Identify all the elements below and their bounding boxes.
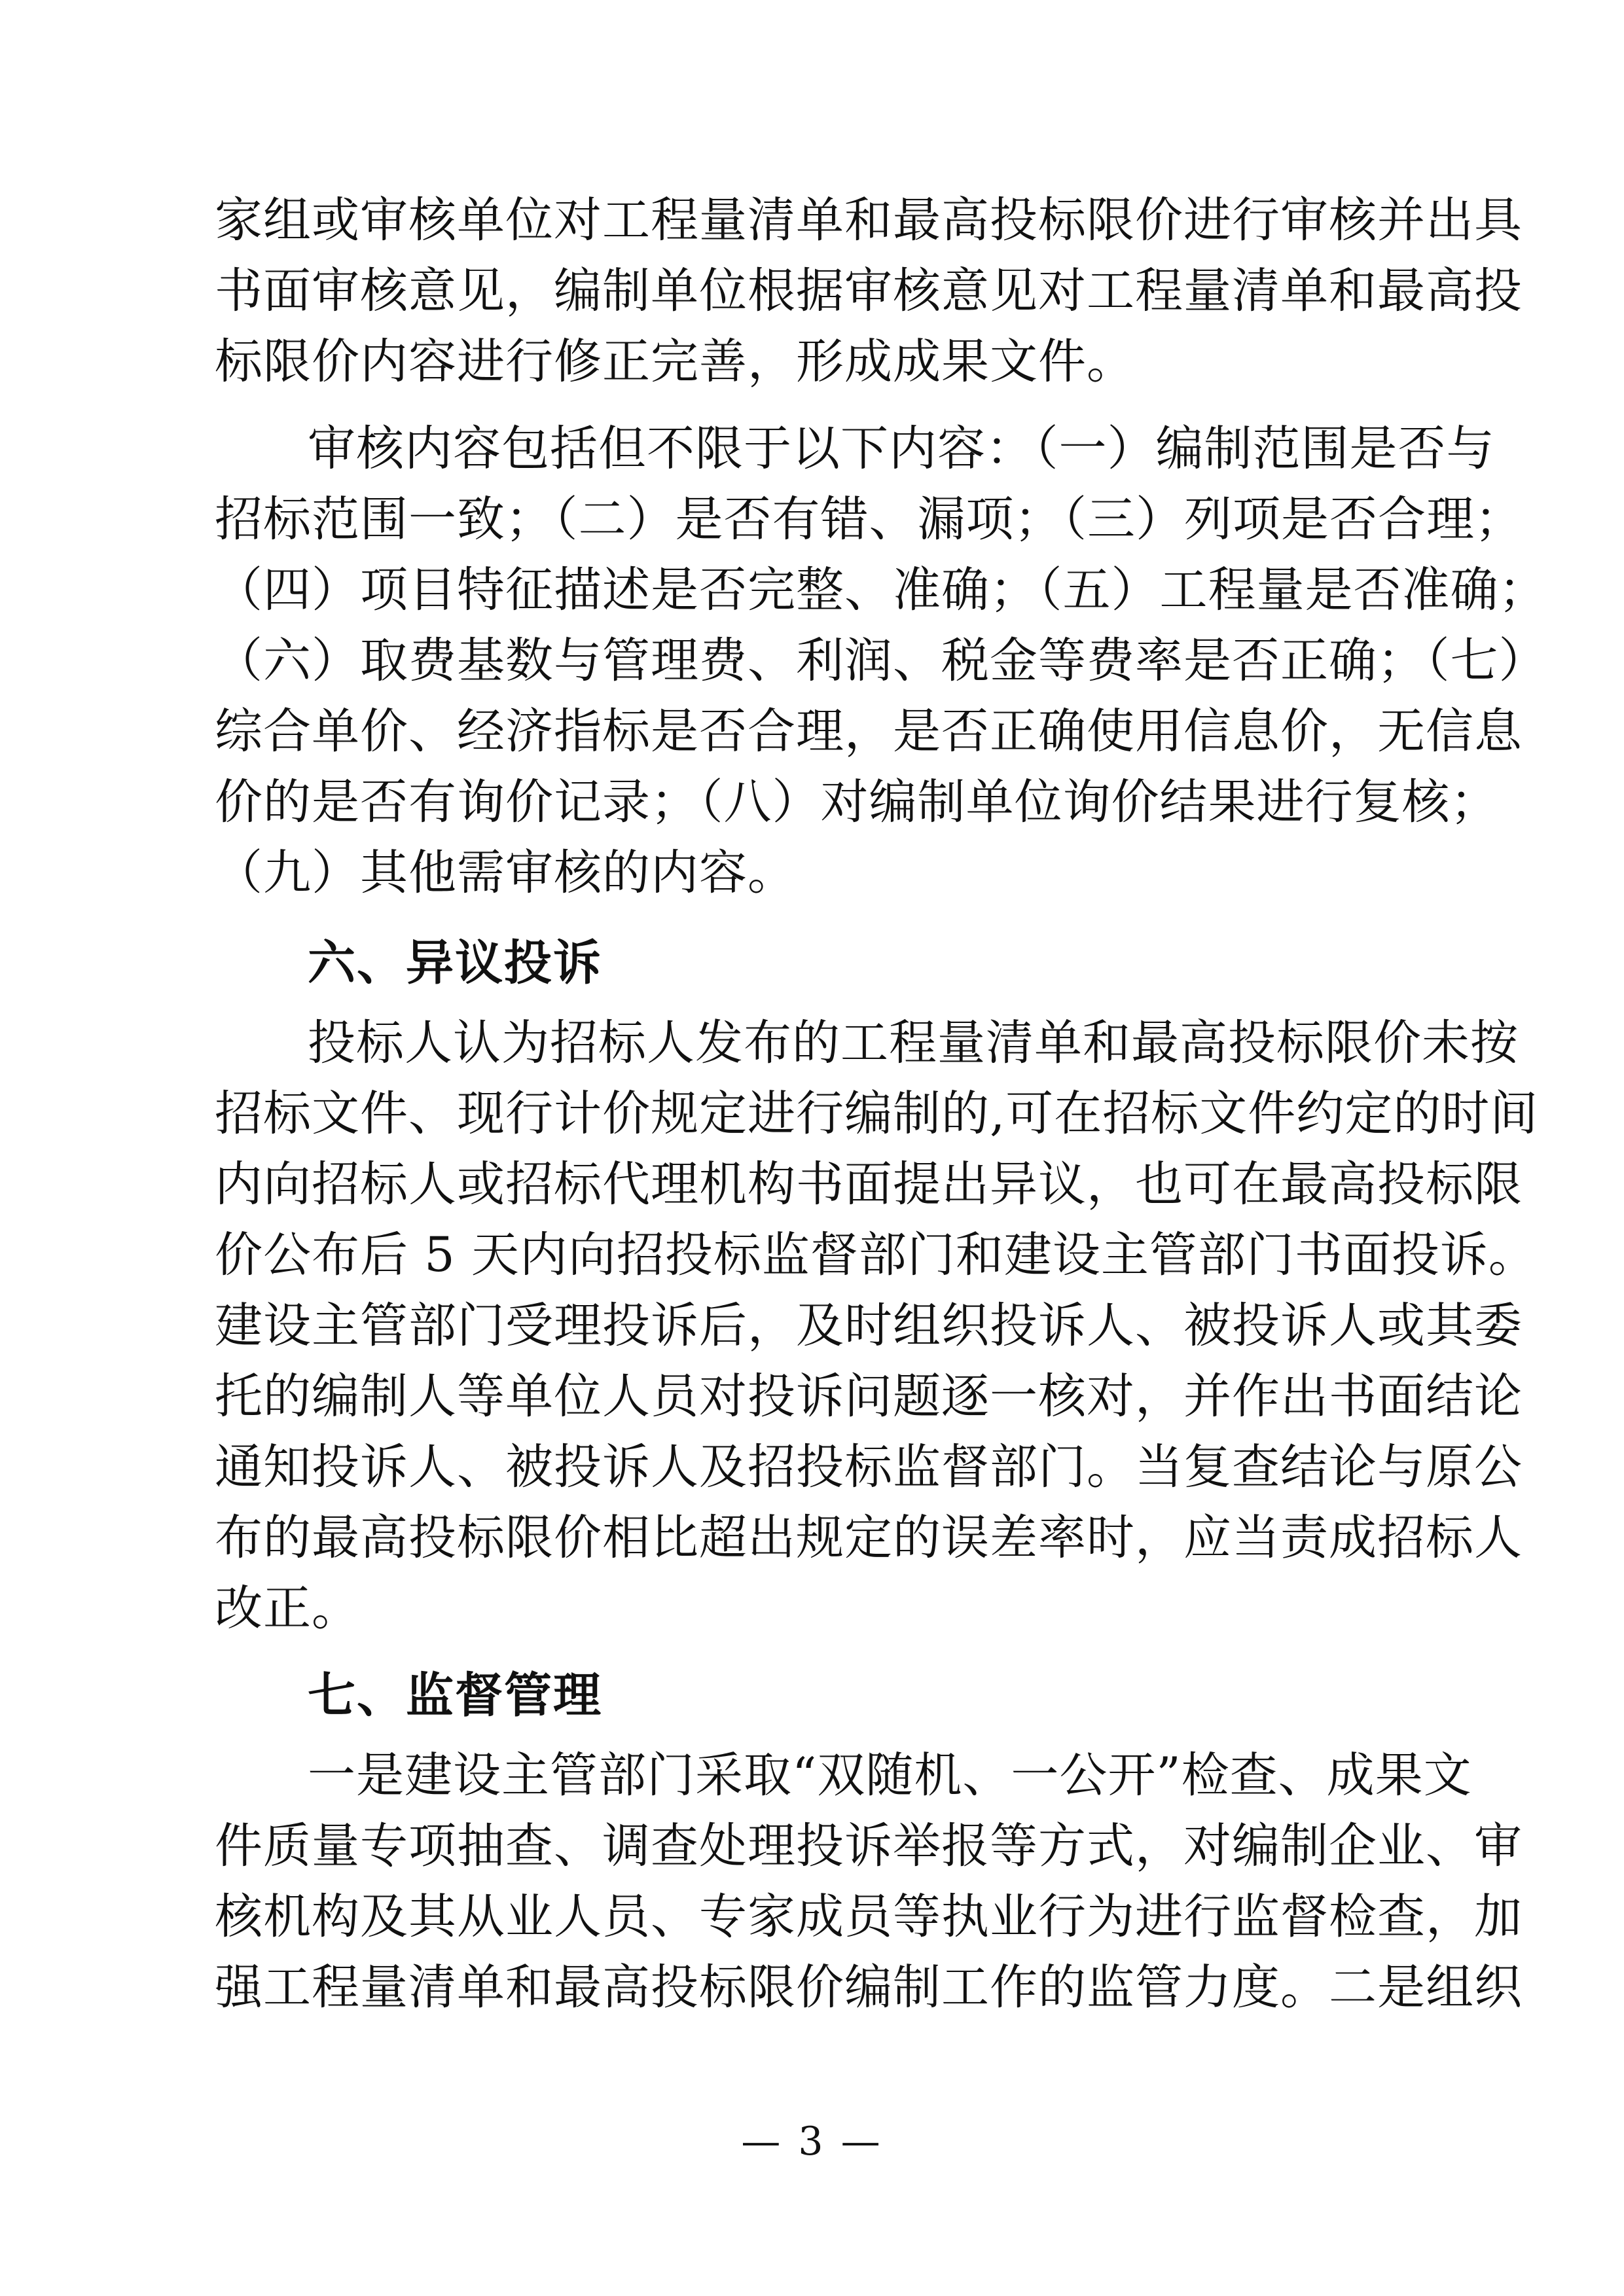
paragraph-line: 投标人认为招标人发布的工程量清单和最高投标限价未按 [308, 1015, 1519, 1071]
paragraph-line: 家组或审核单位对工程量清单和最高投标限价进行审核并出具 [215, 192, 1523, 248]
paragraph-line: 建设主管部门受理投诉后，及时组织投诉人、被投诉人或其委 [215, 1298, 1523, 1354]
paragraph-line: （四）项目特征描述是否完整、准确；（五）工程量是否准确； [215, 562, 1547, 618]
paragraph-line: 综合单价、经济指标是否合理，是否正确使用信息价，无信息 [215, 704, 1523, 759]
paragraph-line: 通知投诉人、被投诉人及招投标监督部门。当复查结论与原公 [215, 1439, 1523, 1495]
paragraph-line: 托的编制人等单位人员对投诉问题逐一核对，并作出书面结论 [215, 1369, 1523, 1424]
paragraph-line: 强工程量清单和最高投标限价编制工作的监管力度。二是组织 [215, 1960, 1523, 2015]
paragraph-line: 布的最高投标限价相比超出规定的误差率时，应当责成招标人 [215, 1510, 1523, 1566]
paragraph-line: 书面审核意见，编制单位根据审核意见对工程量清单和最高投 [215, 263, 1523, 319]
paragraph-line: 招标文件、现行计价规定进行编制的,可在招标文件约定的时间 [215, 1086, 1539, 1141]
paragraph-line: （六）取费基数与管理费、利润、税金等费率是否正确；（七） [215, 633, 1547, 689]
section-heading: 六、异议投诉 [308, 935, 602, 991]
paragraph-line: 一是建设主管部门采取“双随机、一公开”检查、成果文 [308, 1748, 1472, 1803]
paragraph-line: 价的是否有询价记录；（八）对编制单位询价结果进行复核； [215, 774, 1499, 830]
paragraph-line: 审核内容包括但不限于以下内容：（一）编制范围是否与 [308, 421, 1495, 476]
paragraph-line: 件质量专项抽查、调查处理投诉举报等方式，对编制企业、审 [215, 1818, 1523, 1874]
section-heading: 七、监督管理 [308, 1668, 602, 1723]
paragraph-line: （九）其他需审核的内容。 [215, 845, 796, 901]
paragraph-line: 价公布后 5 天内向招投标监督部门和建设主管部门书面投诉。 [215, 1227, 1537, 1283]
paragraph-line: 标限价内容进行修正完善，形成成果文件。 [215, 334, 1135, 389]
paragraph-line: 核机构及其从业人员、专家成员等执业行为进行监督检查，加 [215, 1889, 1523, 1945]
paragraph-line: 内向招标人或招标代理机构书面提出异议，也可在最高投标限 [215, 1157, 1523, 1212]
paragraph-line: 招标范围一致；（二）是否有错、漏项；（三）列项是否合理； [215, 492, 1523, 547]
page-number: — 3 — [741, 2119, 883, 2164]
paragraph-line: 改正。 [215, 1581, 360, 1636]
